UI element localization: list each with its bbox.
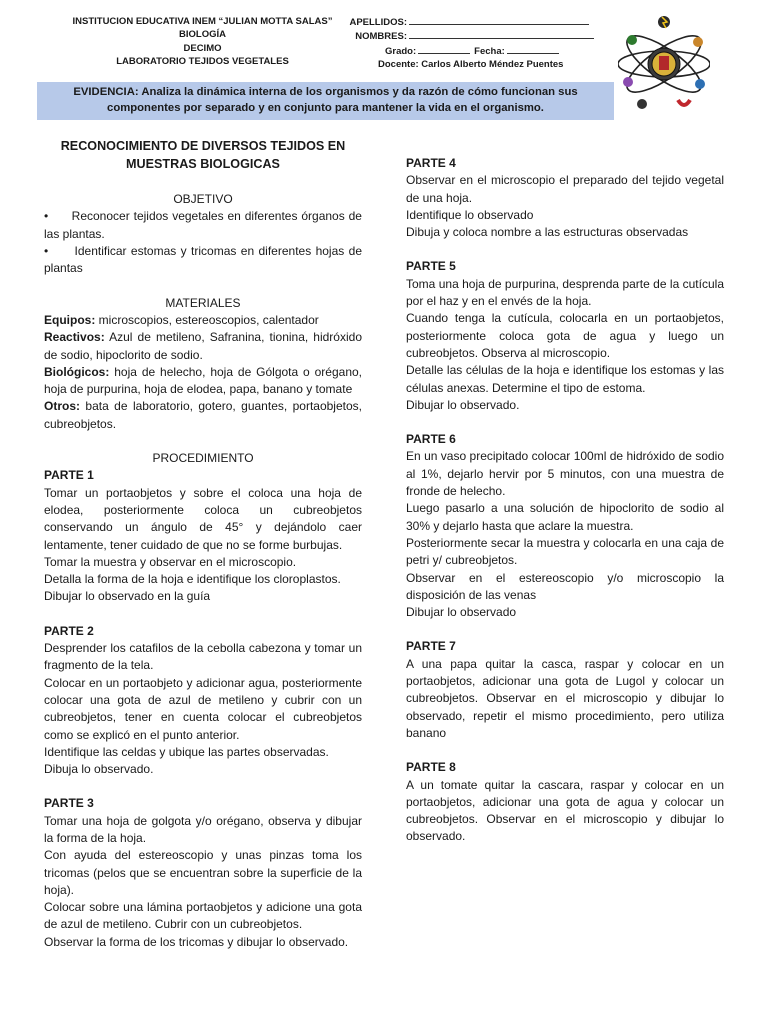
parte-1-title: PARTE 1 bbox=[44, 468, 94, 483]
parte-6-paragraph: Observar en el estereoscopio y/o microscopio la disposición de las venas bbox=[406, 570, 724, 602]
parte-7-title: PARTE 7 bbox=[406, 639, 456, 654]
parte-4-paragraph: Dibuja y coloca nombre a las estructuras observadas bbox=[406, 225, 689, 240]
objetivo-heading: OBJETIVO bbox=[173, 192, 233, 207]
parte-6-paragraph: Posteriormente secar la muestra y colocarla en una caja de petri y/ cubreobjetos. bbox=[406, 535, 724, 568]
objetivo-bullet bbox=[44, 243, 362, 278]
parte-3-paragraph: Colocar sobre una lámina portaobjetos y adicione una gota de azul de metileno. Cubrir con un cubreobjetos. bbox=[44, 900, 362, 932]
parte-1-paragraph: Dibujar lo observado en la guía bbox=[44, 589, 211, 604]
docente-name: Docente: Carlos Alberto Méndez Puentes bbox=[378, 58, 564, 70]
objetivo-bullet-text: Identificar estomas y tricomas en diferentes hojas de plantas bbox=[44, 244, 362, 276]
parte-3-paragraph: Tomar una hoja de golgota y/o orégano, observa y dibujar la forma de la hoja. bbox=[44, 813, 362, 845]
nombres-label: NOMBRES: bbox=[355, 31, 407, 43]
parte-2-paragraph: Identifique las celdas y ubique las partes observadas. bbox=[44, 744, 329, 759]
grado-field[interactable] bbox=[418, 44, 470, 54]
parte-3-title: PARTE 3 bbox=[44, 796, 94, 811]
apellidos-label: APELLIDOS: bbox=[349, 17, 407, 28]
parte-4-title: PARTE 4 bbox=[406, 156, 456, 170]
objetivo-bullet-text: Reconocer tejidos vegetales en diferentes órganos de las plantas. bbox=[44, 209, 362, 241]
parte-6-title: PARTE 6 bbox=[406, 432, 456, 447]
student-info-form bbox=[335, 15, 605, 71]
parte-2-paragraph: Desprender los catafilos de la cebolla cabezona y tomar un fragmento de la tela. bbox=[44, 641, 362, 673]
parte-1-paragraph: Tomar la muestra y observar en el microscopio. bbox=[44, 554, 297, 569]
apellidos-field[interactable] bbox=[409, 15, 589, 25]
parte-5-paragraph: Dibujar lo observado. bbox=[406, 397, 520, 412]
parte-2-title: PARTE 2 bbox=[44, 623, 94, 638]
procedimiento-heading: PROCEDIMIENTO bbox=[152, 451, 254, 466]
grado-label: Grado: bbox=[385, 45, 417, 57]
nombres-row bbox=[335, 29, 605, 43]
science-atom-logo bbox=[618, 14, 710, 114]
parte-7-paragraph: A una papa quitar la casca, raspar y colocar en un portaobjetos, adicionar una gota de Lugol y colocar un cubreobjetos. Observar en el microscopio y dibujar lo observado, repetir el mismo procedimiento, pero utiliza banano bbox=[406, 656, 724, 740]
apellidos-row bbox=[335, 15, 605, 29]
document-title bbox=[44, 138, 362, 173]
materiales-otros bbox=[44, 398, 362, 433]
parte-6-paragraph: Dibujar lo observado bbox=[406, 605, 517, 620]
materiales-reactivos bbox=[44, 329, 362, 364]
docente-row bbox=[335, 58, 605, 71]
fecha-label: Fecha: bbox=[474, 45, 505, 57]
evidence-banner bbox=[37, 82, 614, 120]
parte-1-paragraph: Detalla la forma de la hoja e identifique los cloroplastos. bbox=[44, 572, 341, 587]
bullet-icon: • bbox=[44, 209, 49, 224]
header-institution bbox=[40, 15, 365, 68]
grade-level: DECIMO bbox=[183, 42, 222, 54]
parte-4-paragraph: Observar en el microscopio el preparado del tejido vegetal de una hoja. bbox=[406, 173, 724, 205]
materiales-heading: MATERIALES bbox=[165, 295, 241, 310]
parte-3-paragraph: Observar la forma de los tricomas y dibujar lo observado. bbox=[44, 934, 349, 949]
parte-8-paragraph: A un tomate quitar la cascara, raspar y colocar en un portaobjetos, adicionar una gota de agua y colocar un cubreobjetos. Observar en el microscopio y dibujar lo observado. bbox=[406, 777, 724, 844]
document-title-line-2: MUESTRAS BIOLOGICAS bbox=[126, 156, 280, 171]
evidence-text: Analiza la dinámica interna de los organismos y da razón de cómo funcionan sus componentes por separado y en conjunto para mantener la vida en el organismo. bbox=[107, 86, 578, 114]
parte-5-title: PARTE 5 bbox=[406, 259, 456, 274]
evidence-label: EVIDENCIA: bbox=[73, 86, 139, 98]
materiales-biologicos bbox=[44, 364, 362, 399]
parte-6-paragraph: En un vaso precipitado colocar 100ml de hidróxido de sodio al 1%, dejarlo hervir por 5 minutos, con una muestra de fronde de helecho. bbox=[406, 449, 724, 499]
parte-4-paragraph: Identifique lo observado bbox=[406, 207, 534, 222]
bullet-icon: • bbox=[44, 244, 49, 259]
nombres-field[interactable] bbox=[409, 29, 594, 39]
lab-title: LABORATORIO TEJIDOS VEGETALES bbox=[116, 55, 289, 67]
objetivo-bullet bbox=[44, 208, 362, 243]
right-column bbox=[406, 155, 724, 846]
institution-name: INSTITUCION EDUCATIVA INEM “JULIAN MOTTA SALAS” bbox=[72, 16, 333, 27]
materiales-text: bata de laboratorio, gotero, guantes, portaobjetos, cubreobjetos. bbox=[44, 399, 362, 431]
materiales-equipos bbox=[44, 312, 362, 329]
parte-2-paragraph: Colocar en un portaobjeto y adicionar agua, posteriormente colocar una gota de azul de metileno y cubrir con un cubreobjetos, tener en cuenta colocar el cubreobjetos como se explicó en el punto anterior. bbox=[44, 675, 362, 742]
parte-5-paragraph: Cuando tenga la cutícula, colocarla en un portaobjetos, posteriormente coloca gota de agua y luego un cubreobjetos. Observa al microscopio. bbox=[406, 311, 724, 360]
materiales-text: microscopios, estereoscopios, calentador bbox=[95, 312, 319, 327]
parte-1-paragraph: Tomar un portaobjetos y sobre el coloca una hoja de elodea, posteriormente coloca un cubreobjetos conservando un ángulo de 45° y dejándolo caer lentamente, tener cuidado de que no se forme burbujas. bbox=[44, 485, 362, 552]
parte-2-paragraph: Dibuja lo observado. bbox=[44, 762, 154, 777]
grado-fecha-row bbox=[335, 44, 605, 58]
parte-8-title: PARTE 8 bbox=[406, 760, 456, 775]
materiales-label: Biológicos: bbox=[44, 364, 110, 379]
document-title-line-1: RECONOCIMIENTO DE DIVERSOS TEJIDOS EN bbox=[60, 139, 346, 153]
parte-3-paragraph: Con ayuda del estereoscopio y unas pinzas toma los tricomas (pelos que se encuentran sobre la superficie de la hoja). bbox=[44, 848, 362, 897]
parte-6-paragraph: Luego pasarlo a una solución de hipoclorito de sodio al 30% y dejarlo hasta que aclare la muestra. bbox=[406, 501, 724, 533]
left-column bbox=[44, 138, 362, 951]
materiales-label: Reactivos: bbox=[44, 330, 105, 345]
materiales-label: Equipos: bbox=[44, 312, 96, 327]
materiales-label: Otros: bbox=[44, 399, 80, 414]
parte-5-paragraph: Toma una hoja de purpurina, desprenda parte de la cutícula por el haz y en el envés de la hoja. bbox=[406, 276, 724, 309]
parte-5-paragraph: Detalle las células de la hoja e identifique los estomas y las células anexas. Determine el tipo de estoma. bbox=[406, 363, 724, 395]
subject-name: BIOLOGÍA bbox=[179, 29, 226, 41]
fecha-field[interactable] bbox=[507, 44, 559, 54]
materiales-text: hoja de helecho, hoja de Gólgota o orégano, hoja de purpurina, hoja de elodea, papa, banano y tomate bbox=[44, 364, 362, 397]
materiales-text: Azul de metileno, Safranina, tionina, hidróxido de sodio, hipoclorito de sodio. bbox=[44, 330, 362, 362]
